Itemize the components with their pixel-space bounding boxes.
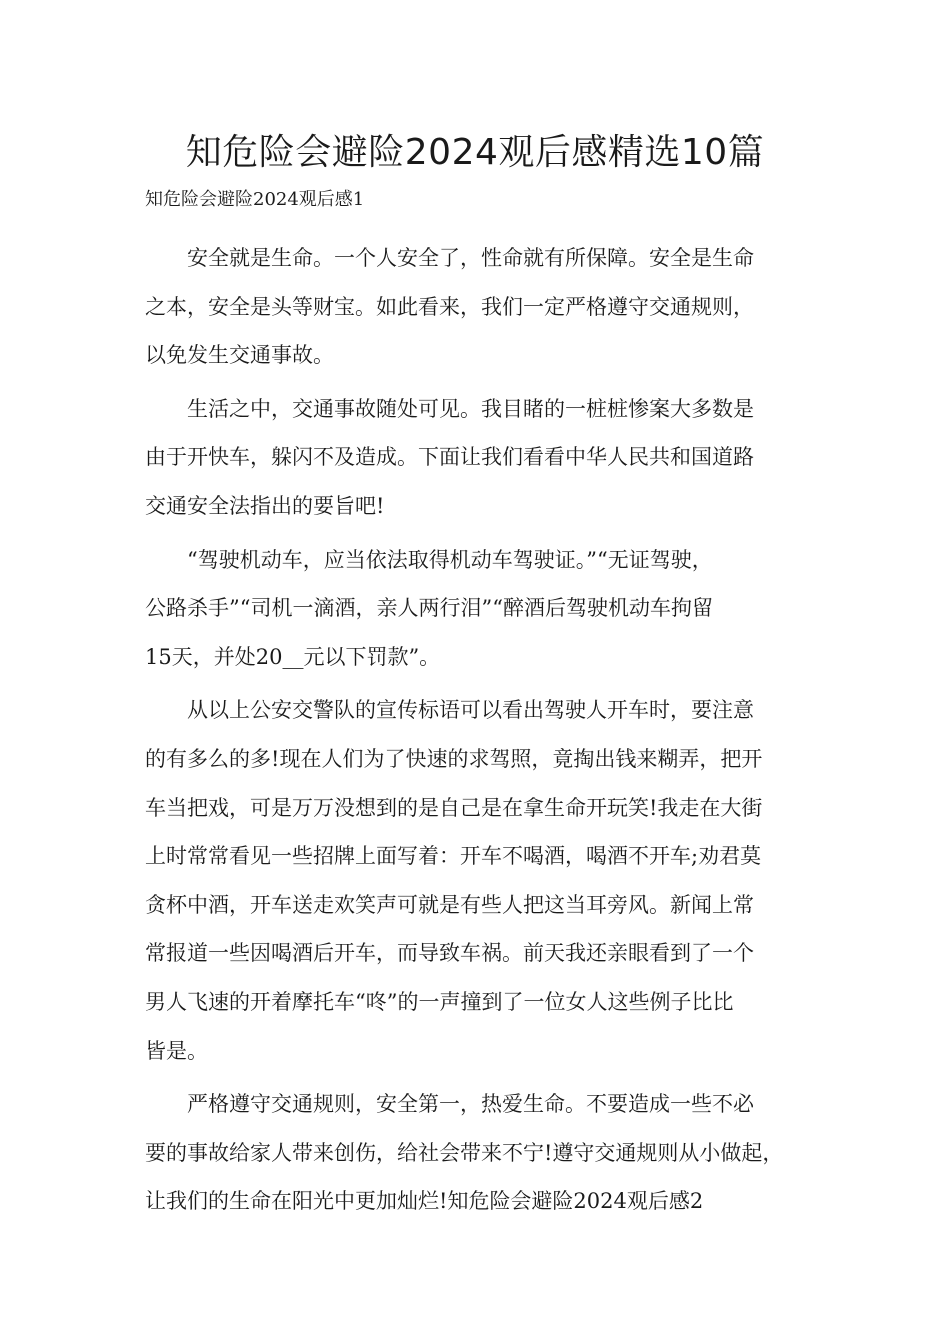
paragraph-line: 从以上公安交警队的宣传标语可以看出驾驶人开车时，要注意 [187, 698, 754, 723]
paragraph-line: 让我们的生命在阳光中更加灿烂!知危险会避险2024观后感2 [145, 1189, 704, 1214]
body-paragraph [145, 686, 810, 1075]
paragraph-line: 交通安全法指出的要旨吧! [145, 493, 385, 518]
paragraph-line: 男人飞速的开着摩托车“咚”的一声撞到了一位女人这些例子比比 [145, 989, 734, 1014]
paragraph-line: 贪杯中酒，开车送走欢笑声可就是有些人把这当耳旁风。新闻上常 [145, 892, 754, 917]
section-subtitle: 知危险会避险2024观后感1 [145, 189, 365, 210]
paragraph-line: 以免发生交通事故。 [145, 343, 334, 368]
document-title: 知危险会避险2024观后感精选10篇 [185, 132, 765, 173]
paragraph-line: 常报道一些因喝酒后开车，而导致车祸。前天我还亲眼看到了一个 [145, 941, 754, 966]
body-paragraph [145, 385, 810, 531]
paragraph-line: 15天，并处20__元以下罚款”。 [145, 644, 441, 669]
paragraph-line: 由于开快车，躲闪不及造成。下面让我们看看中华人民共和国道路 [145, 445, 754, 470]
paragraph-line: 之本，安全是头等财宝。如此看来，我们一定严格遵守交通规则， [145, 294, 754, 319]
paragraph-line: 的有多么的多!现在人们为了快速的求驾照，竟掏出钱来糊弄，把开 [145, 746, 763, 771]
paragraph-line: 上时常常看见一些招牌上面写着：开车不喝酒，喝酒不开车;劝君莫 [145, 844, 762, 869]
paragraph-line: 要的事故给家人带来创伤，给社会带来不宁!遵守交通规则从小做起， [145, 1140, 784, 1165]
paragraph-line: 车当把戏，可是万万没想到的是自己是在拿生命开玩笑!我走在大街 [145, 795, 763, 820]
document-body [145, 234, 810, 1231]
paragraph-line: “驾驶机动车，应当依法取得机动车驾驶证。”“无证驾驶， [187, 547, 713, 572]
paragraph-line: 严格遵守交通规则，安全第一，热爱生命。不要造成一些不必 [187, 1092, 754, 1117]
paragraph-line: 安全就是生命。一个人安全了，性命就有所保障。安全是生命 [187, 246, 754, 270]
paragraph-line: 皆是。 [145, 1038, 208, 1063]
paragraph-line: 生活之中，交通事故随处可见。我目睹的一桩桩惨案大多数是 [187, 396, 754, 421]
body-paragraph [145, 1080, 810, 1226]
body-paragraph [145, 536, 810, 682]
paragraph-line: 公路杀手”“司机一滴酒，亲人两行泪”“醉酒后驾驶机动车拘留 [145, 596, 713, 621]
body-paragraph [145, 234, 810, 380]
